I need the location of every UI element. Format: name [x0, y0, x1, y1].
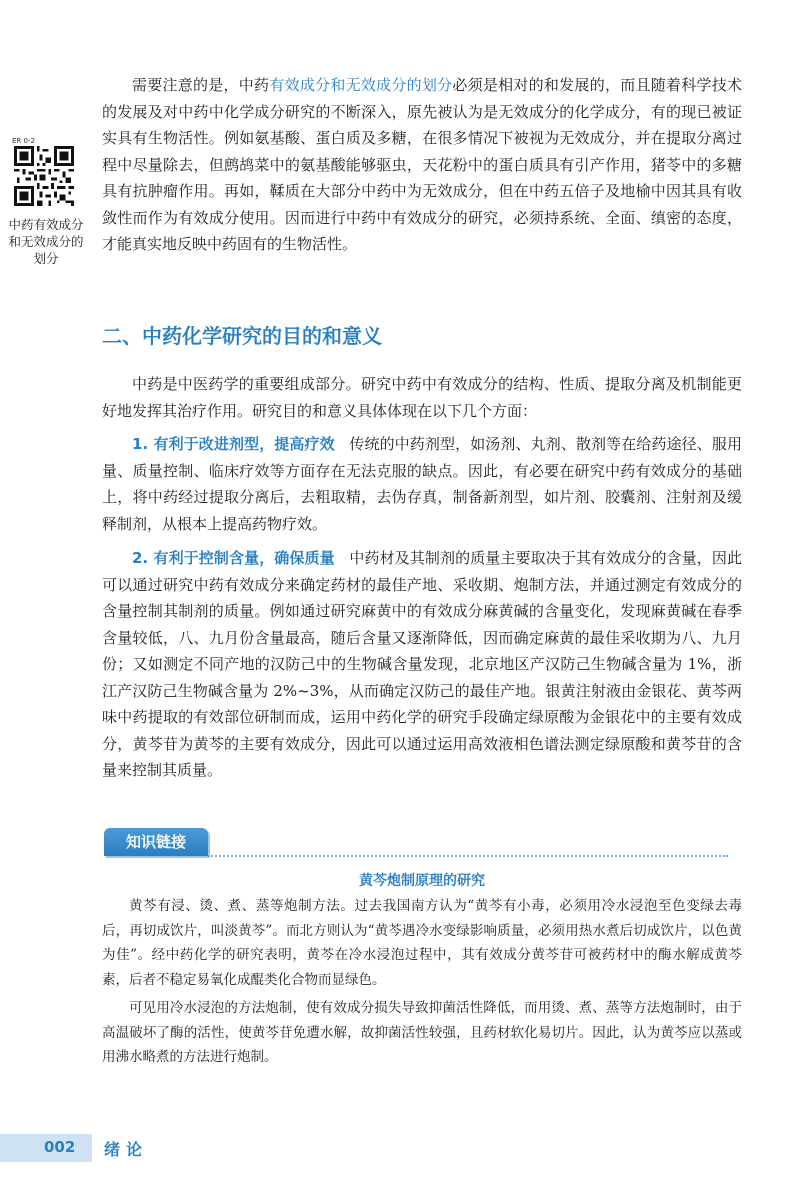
knowledge-link-tab: 知识链接 — [104, 828, 208, 856]
point-1 — [102, 431, 742, 537]
knowledge-box-title: 黄芩炮制原理的研究 — [359, 873, 485, 889]
qr-caption: 中药有效成分和无效成分的划分 — [8, 217, 84, 266]
qr-code-label: ER 0-2 — [12, 137, 35, 145]
section-intro: 中药是中医药学的重要组成部分。研究中药中有效成分的结构、性质、提取分离及机制能更好地发挥其治疗作用。研究目的和意义具体体现在以下几个方面： — [102, 375, 742, 420]
section-heading: 二、中药化学研究的目的和意义 — [102, 324, 382, 348]
qr-code-icon[interactable] — [14, 146, 74, 206]
chapter-title: 绪论 — [104, 1140, 149, 1159]
knowledge-box-paragraph-1: 黄芩有浸、烫、煮、蒸等炮制方法。过去我国南方认为“黄芩有小毒，必须用冷水浸泡至色变绿去毒后，再切成饮片，叫淡黄芩”。而北方则认为“黄芩遇冷水变绿影响质量，必须用热水煮后切成饮片，以色黄为佳”。经中药化学的研究表明，黄芩在冷水浸泡过程中，其有效成分黄芩苷可被药材中的酶水解成黄芩素，后者不稳定易氧化成醌类化合物而显绿色。 — [102, 898, 742, 988]
point-2-text: 中药材及其制剂的质量主要取决于其有效成分的含量，因此可以通过研究中药有效成分来确定药材的最佳产地、采收期、炮制方法，并通过测定有效成分的含量控制其制剂的质量。例如通过研究麻黄中的有效成分麻黄碱的含量变化，发现麻黄碱在春季含量较低，八、九月份含量最高，随后含量又逐渐降低，因而确定麻黄的最佳采收期为八、九月份；又如测定不同产地的汉防己中的生物碱含量发现，北京地区产汉防己生物碱含量为 1%，浙江产汉防己生物碱含量为 2%~3%，从而确定汉防己的最佳产地。银黄注射液由金银花、黄芩两味中药提取的有效部位研制而成，运用中药化学的研究手段确定绿原酸为金银花中的主要有效成分，黄芩苷为黄芩的主要有效成分，因此可以通过运用高效液相色谱法测定绿原酸和黄芩苷的含量来控制其质量。 — [102, 549, 742, 779]
point-1-title: 1. 有利于改进剂型，提高疗效 — [132, 435, 335, 453]
knowledge-box-divider — [208, 855, 728, 857]
highlight-term: 有效成分和无效成分的划分 — [269, 76, 453, 94]
point-1-text: 传统的中药剂型，如汤剂、丸剂、散剂等在给药途径、服用量、质量控制、临床疗效等方面存在无法克服的缺点。因此，有必要在研究中药有效成分的基础上，将中药经过提取分离后，去粗取精，去伪存真，制备新剂型，如片剂、胶囊剂、注射剂及缓释制剂，从根本上提高药物疗效。 — [102, 435, 742, 533]
page-number: 002 — [44, 1138, 76, 1156]
point-2-title: 2. 有利于控制含量，确保质量 — [132, 549, 335, 567]
point-2 — [102, 545, 742, 784]
knowledge-box-paragraph-2: 可见用冷水浸泡的方法炮制，使有效成分损失导致抑菌活性降低，而用烫、煮、蒸等方法炮制时，由于高温破坏了酶的活性，使黄芩苷免遭水解，故抑菌活性较强，且药材软化易切片。因此，认为黄芩应以蒸或用沸水略煮的方法进行炮制。 — [102, 1000, 742, 1065]
intro-paragraph: 需要注意的是，中药有效成分和无效成分的划分必须是相对的和发展的，而且随着科学技术的发展及对中药中化学成分研究的不断深入，原先被认为是无效成分的化学成分，有的现已被证实具有生物活性。例如氨基酸、蛋白质及多糖，在很多情况下被视为无效成分，并在提取分离过程中尽量除去，但鹧鸪菜中的氨基酸能够驱虫，天花粉中的蛋白质具有引产作用，猪苓中的多糖具有抗肿瘤作用。再如，鞣质在大部分中药中为无效成分，但在中药五倍子及地榆中因其具有收敛性而作为有效成分使用。因而进行中药中有效成分的研究，必须持系统、全面、缜密的态度，才能真实地反映中药固有的生物活性。 — [102, 76, 742, 253]
